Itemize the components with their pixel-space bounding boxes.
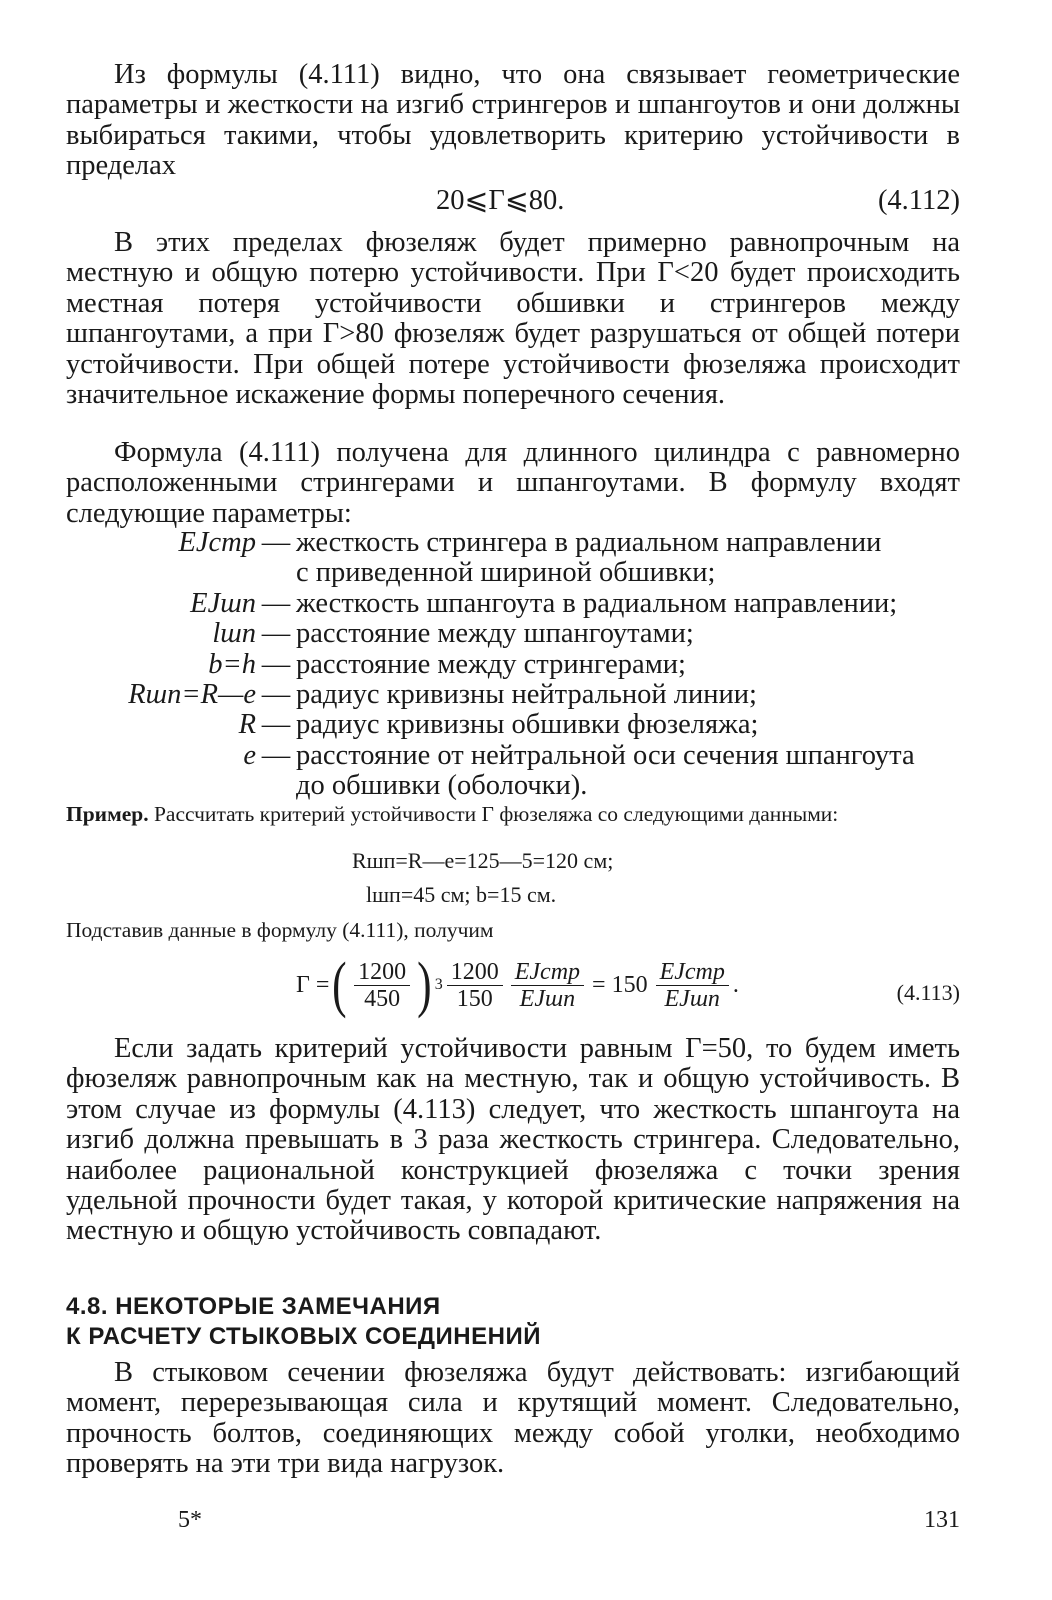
definition-symbol: EJшп — [190, 587, 256, 619]
definition-row — [66, 710, 960, 740]
right-paren: ) — [417, 951, 432, 1019]
definition-text-continued: с приведенной шириной обшивки; — [296, 557, 716, 589]
example-paragraph — [66, 800, 960, 828]
definition-dash: — — [261, 679, 291, 711]
section-heading-line2: К РАСЧЕТУ СТЫКОВЫХ СОЕДИНЕНИЙ — [66, 1323, 541, 1350]
left-paren: ( — [332, 951, 347, 1019]
definition-symbol: EJстр — [178, 527, 256, 558]
definition-dash: — — [261, 709, 291, 741]
definition-symbol: Rшп=R—e — [128, 679, 256, 711]
paragraph-stability-limits: В этих пределах фюзеляж будет примерно равнопрочным на местную и общую потерю устойчивости. При Г<20 будет происходить местная потеря устойчивости обшивки и стрингеров между шпангоутами, а при Г>80 фюзеляж будет разрушаться от общей потери устойчивости. При общей потере устойчивости фюзеляжа происходит значительное искажение формы поперечного сечения. — [66, 227, 960, 411]
definition-text: жесткость шпангоута в радиальном направлении; — [296, 587, 898, 619]
paragraph-joint-section: В стыковом сечении фюзеляжа будут действовать: изгибающий момент, перерезывающая сила и крутящий момент. Следовательно, прочность болтов, соединяющих между собой уголки, необходимо проверять на эти три вида нагрузок. — [66, 1357, 960, 1480]
definition-row — [66, 619, 960, 649]
equation-mid: = 150 — [592, 972, 648, 998]
equation-number-4-113: (4.113) — [896, 980, 960, 1005]
exponent: 3 — [434, 976, 443, 993]
section-heading — [66, 1292, 960, 1352]
example-text: Рассчитать критерий устойчивости Г фюзеляжа со следующими данными: — [153, 802, 839, 826]
example-substitute-text: Подставив данные в формулу (4.111), получим — [66, 918, 494, 942]
fraction-stiffness-ratio: $\frac{\text{EJстр}}{\text{EJшп}}$ — [511, 959, 584, 1012]
printer-signature: 5* — [178, 1507, 202, 1533]
definition-text: расстояние от нейтральной оси сечения шпангоута — [296, 739, 915, 771]
definition-row — [66, 589, 960, 619]
definition-row — [66, 528, 960, 589]
definition-symbol: R — [238, 709, 256, 741]
definition-row — [66, 741, 960, 802]
page-number: 131 — [924, 1507, 960, 1533]
paragraph-formula-parameters: Формула (4.111) получена для длинного цилиндра с равномерно расположенными стрингерами и шпангоутами. В формулу входят следующие параметры: — [66, 437, 960, 529]
example-equation-spacing: lшп=45 см; b=15 см. — [366, 882, 557, 907]
definition-dash: — — [261, 618, 291, 650]
definition-symbol: e — [243, 739, 256, 771]
definition-dash: — — [261, 739, 291, 771]
definition-text: радиус кривизны нейтральной линии; — [296, 679, 757, 711]
section-heading-line1: 4.8. НЕКОТОРЫЕ ЗАМЕЧАНИЯ — [66, 1293, 441, 1320]
example-equation-radius: Rшп=R—e=125—5=120 см; — [352, 848, 614, 873]
equation-number-4-112: (4.112) — [877, 185, 960, 216]
definition-text: расстояние между шпангоутами; — [296, 618, 694, 650]
equation-end: . — [732, 972, 739, 998]
definition-dash: — — [261, 648, 291, 680]
paragraph-equal-strength: Если задать критерий устойчивости равным Г=50, то будем иметь фюзеляж равнопрочным как на местную, так и общую устойчивость. В этом случае из формулы (4.113) следует, что жесткость шпангоута на изгиб должна превышать в 3 раза жесткость стрингера. Следовательно, наиболее рациональной конструкцией фюзеляжа с точки зрения удельной прочности будет такая, у которой критические напряжения на местную и общую устойчивость совпадают. — [66, 1033, 960, 1247]
definition-dash: — — [261, 587, 291, 619]
definition-row — [66, 650, 960, 680]
definition-row — [66, 680, 960, 710]
paragraph-criterion-intro: Из формулы (4.111) видно, что она связывает геометрические параметры и жесткости на изгиб стрингеров и шпангоутов и они должны выбираться такими, чтобы удовлетворить критерию устойчивости в пределах — [66, 59, 960, 182]
equation-lhs: Г = — [296, 972, 330, 998]
fraction-stiffness-ratio-result: $\frac{\text{EJстр}}{\text{EJшп}}$ — [656, 959, 729, 1012]
parameter-definitions — [66, 528, 960, 802]
definition-symbol: lшп — [212, 618, 256, 650]
fraction-1200-150: $\frac{1200}{150}$ — [447, 959, 503, 1012]
definition-dash: — — [261, 527, 291, 558]
fraction-1200-450: $\frac{1200}{450}$ — [354, 959, 410, 1012]
example-label: Пример. — [66, 802, 149, 826]
equation-4-113 — [296, 951, 739, 1019]
definition-text: расстояние между стрингерами; — [296, 648, 686, 680]
definition-text: радиус кривизны обшивки фюзеляжа; — [296, 709, 759, 741]
definition-text-continued: до обшивки (оболочки). — [296, 770, 588, 802]
equation-4-112: 20⩽Г⩽80. — [436, 185, 565, 216]
definition-text: жесткость стрингера в радиальном направлении — [296, 527, 882, 558]
definition-symbol: b=h — [208, 648, 256, 680]
